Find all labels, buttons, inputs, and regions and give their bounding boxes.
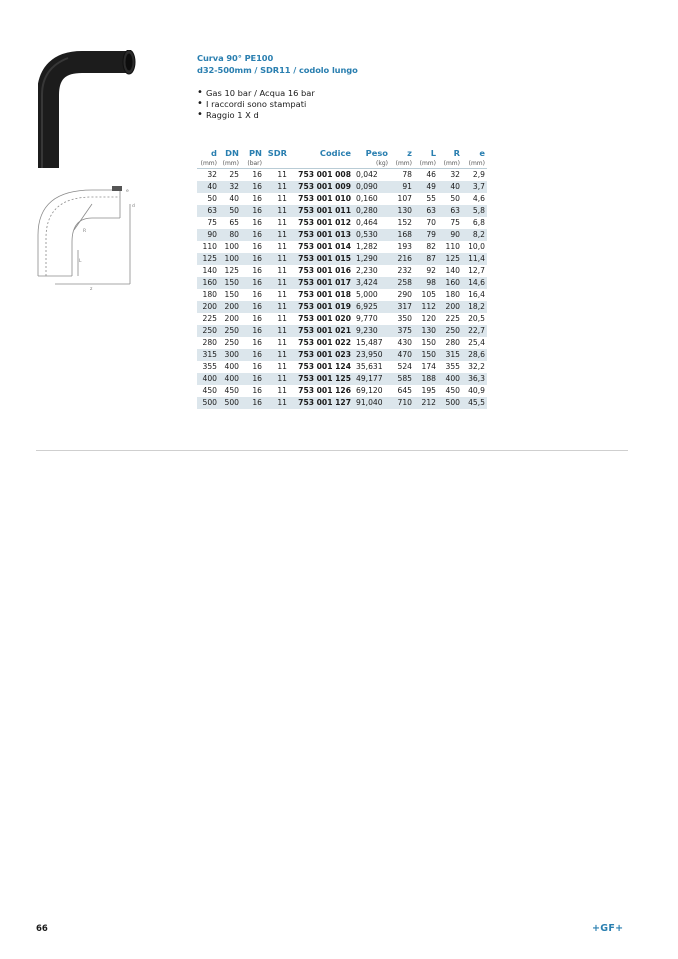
table-cell: 16 xyxy=(252,386,262,395)
table-cell: 3,7 xyxy=(462,181,487,193)
product-photo xyxy=(38,50,138,168)
table-cell: 3,424 xyxy=(353,277,390,289)
table-row xyxy=(197,265,487,277)
table-cell: 200 xyxy=(197,301,219,313)
table-cell: 258 xyxy=(390,277,414,289)
table-cell: 20,5 xyxy=(468,314,485,323)
table-cell: 75 xyxy=(450,218,460,227)
table-cell: 216 xyxy=(390,253,414,265)
table-cell: 16 xyxy=(252,194,262,203)
table-cell: 150 xyxy=(421,338,436,347)
label-d: d xyxy=(132,204,135,209)
table-cell: 50 xyxy=(219,205,241,217)
table-cell: 69,120 xyxy=(356,386,383,395)
table-cell: 32 xyxy=(207,170,217,179)
table-cell: 120 xyxy=(421,314,436,323)
table-cell: 753 001 022 xyxy=(298,338,351,347)
feature-item: • Gas 10 bar / Acqua 16 bar xyxy=(197,88,315,99)
table-cell: 753 001 019 xyxy=(289,301,353,313)
table-row xyxy=(197,349,487,361)
table-cell: 212 xyxy=(414,397,438,409)
label-R: R xyxy=(83,229,87,234)
table-cell: 9,770 xyxy=(356,314,378,323)
table-cell: 36,3 xyxy=(462,373,487,385)
table-cell: 110 xyxy=(445,242,460,251)
table-cell: 753 001 125 xyxy=(289,373,353,385)
table-cell: 6,8 xyxy=(472,218,485,227)
table-cell: 8,2 xyxy=(462,229,487,241)
table-cell: 25,4 xyxy=(468,338,485,347)
table-cell: 140 xyxy=(202,266,217,275)
table-cell: 11 xyxy=(264,373,289,385)
table-row xyxy=(197,337,487,349)
column-unit: (mm) xyxy=(462,159,487,169)
table-cell: 753 001 023 xyxy=(289,349,353,361)
table-cell: 105 xyxy=(421,290,436,299)
table-cell: 1,282 xyxy=(356,242,378,251)
table-cell: 16 xyxy=(241,373,264,385)
table-cell: 6,925 xyxy=(353,301,390,313)
table-cell: 524 xyxy=(397,362,412,371)
table-cell: 16 xyxy=(252,314,262,323)
table-cell: 10,0 xyxy=(468,242,485,251)
table-cell: 0,280 xyxy=(353,205,390,217)
table-cell: 280 xyxy=(202,338,217,347)
table-cell: 11 xyxy=(277,338,287,347)
product-title xyxy=(197,52,358,76)
table-cell: 63 xyxy=(197,205,219,217)
table-cell: 150 xyxy=(414,349,438,361)
table-cell: 82 xyxy=(426,242,436,251)
table-cell: 585 xyxy=(390,373,414,385)
table-cell: 63 xyxy=(414,205,438,217)
table-cell: 200 xyxy=(438,301,462,313)
table-cell: 130 xyxy=(414,325,438,337)
table-cell: 11 xyxy=(264,301,289,313)
table-cell: 92 xyxy=(426,266,436,275)
table-cell: 112 xyxy=(414,301,438,313)
table-cell: 150 xyxy=(219,277,241,289)
table-cell: 753 001 008 xyxy=(298,170,351,179)
table-cell: 150 xyxy=(224,290,239,299)
table-cell: 28,6 xyxy=(462,349,487,361)
table-cell: 300 xyxy=(219,349,241,361)
column-unit: (mm) xyxy=(390,159,414,169)
table-cell: 70 xyxy=(426,218,436,227)
table-cell: 16 xyxy=(241,397,264,409)
table-cell: 355 xyxy=(445,362,460,371)
table-cell: 250 xyxy=(197,325,219,337)
table-row xyxy=(197,181,487,193)
table-cell: 753 001 018 xyxy=(298,290,351,299)
spec-table xyxy=(197,146,487,409)
table-cell: 11 xyxy=(264,253,289,265)
table-cell: 180 xyxy=(202,290,217,299)
table-cell: 11 xyxy=(264,397,289,409)
table-cell: 16 xyxy=(252,242,262,251)
table-cell: 753 001 012 xyxy=(298,218,351,227)
table-cell: 11 xyxy=(277,290,287,299)
table-cell: 16 xyxy=(241,229,264,241)
table-cell: 753 001 011 xyxy=(289,205,353,217)
table-cell: 450 xyxy=(224,386,239,395)
table-cell: 40 xyxy=(229,194,239,203)
table-cell: 180 xyxy=(445,290,460,299)
table-cell: 225 xyxy=(445,314,460,323)
table-cell: 1,290 xyxy=(353,253,390,265)
column-unit xyxy=(289,159,353,169)
table-cell: 15,487 xyxy=(356,338,383,347)
table-cell: 160 xyxy=(438,277,462,289)
column-header: DN xyxy=(225,147,239,158)
table-cell: 11 xyxy=(264,349,289,361)
table-cell: 168 xyxy=(390,229,414,241)
table-cell: 400 xyxy=(219,373,241,385)
table-cell: 125 xyxy=(224,266,239,275)
table-cell: 430 xyxy=(397,338,412,347)
table-cell: 22,7 xyxy=(462,325,487,337)
table-cell: 645 xyxy=(397,386,412,395)
table-cell: 250 xyxy=(224,338,239,347)
table-cell: 107 xyxy=(397,194,412,203)
table-cell: 11,4 xyxy=(462,253,487,265)
table-cell: 11 xyxy=(277,386,287,395)
table-units-row xyxy=(197,159,487,169)
table-cell: 753 001 016 xyxy=(298,266,351,275)
table-cell: 25 xyxy=(229,170,239,179)
table-cell: 35,631 xyxy=(356,362,383,371)
table-cell: 40 xyxy=(197,181,219,193)
column-header: Peso xyxy=(365,147,388,158)
table-cell: 32 xyxy=(219,181,241,193)
table-cell: 32,2 xyxy=(468,362,485,371)
table-cell: 11 xyxy=(277,170,287,179)
table-cell: 91,040 xyxy=(353,397,390,409)
table-row xyxy=(197,193,487,205)
table-row xyxy=(197,313,487,325)
table-cell: 100 xyxy=(224,242,239,251)
table-row xyxy=(197,373,487,385)
table-cell: 152 xyxy=(397,218,412,227)
page-number: 66 xyxy=(36,924,48,934)
table-cell: 753 001 013 xyxy=(289,229,353,241)
table-cell: 250 xyxy=(219,325,241,337)
table-cell: 11 xyxy=(277,194,287,203)
table-row xyxy=(197,253,487,265)
table-cell: 0,160 xyxy=(356,194,378,203)
table-cell: 0,530 xyxy=(353,229,390,241)
table-row xyxy=(197,205,487,217)
table-cell: 11 xyxy=(264,277,289,289)
table-cell: 110 xyxy=(202,242,217,251)
table-cell: 32 xyxy=(450,170,460,179)
table-cell: 63 xyxy=(438,205,462,217)
table-cell: 200 xyxy=(219,301,241,313)
table-cell: 2,230 xyxy=(356,266,378,275)
table-cell: 375 xyxy=(390,325,414,337)
table-cell: 0,464 xyxy=(356,218,378,227)
table-row xyxy=(197,169,487,182)
table-cell: 11 xyxy=(264,229,289,241)
title-line-2: d32-500mm / SDR11 / codolo lungo xyxy=(197,65,358,75)
table-row xyxy=(197,289,487,301)
table-row xyxy=(197,277,487,289)
table-cell: 75 xyxy=(207,218,217,227)
feature-list xyxy=(197,88,315,121)
table-cell: 753 001 127 xyxy=(289,397,353,409)
table-cell: 290 xyxy=(397,290,412,299)
table-cell: 79 xyxy=(414,229,438,241)
table-cell: 400 xyxy=(438,373,462,385)
table-cell: 753 001 015 xyxy=(289,253,353,265)
table-cell: 11 xyxy=(264,325,289,337)
table-cell: 232 xyxy=(397,266,412,275)
table-cell: 16 xyxy=(252,218,262,227)
table-cell: 250 xyxy=(438,325,462,337)
table-cell: 78 xyxy=(402,170,412,179)
label-e: e xyxy=(126,189,129,194)
table-cell: 400 xyxy=(224,362,239,371)
table-cell: 125 xyxy=(197,253,219,265)
column-header: PN xyxy=(248,147,262,158)
table-row xyxy=(197,325,487,337)
table-cell: 195 xyxy=(421,386,436,395)
table-cell: 500 xyxy=(438,397,462,409)
table-cell: 16 xyxy=(252,290,262,299)
table-cell: 16 xyxy=(252,266,262,275)
table-cell: 130 xyxy=(390,205,414,217)
table-cell: 40 xyxy=(438,181,462,193)
table-row xyxy=(197,361,487,373)
table-cell: 46 xyxy=(426,170,436,179)
table-cell: 753 001 124 xyxy=(298,362,351,371)
table-cell: 14,6 xyxy=(462,277,487,289)
table-cell: 50 xyxy=(450,194,460,203)
table-cell: 16 xyxy=(252,338,262,347)
table-cell: 45,5 xyxy=(462,397,487,409)
table-cell: 200 xyxy=(224,314,239,323)
divider xyxy=(36,450,628,451)
table-cell: 125 xyxy=(438,253,462,265)
title-line-1: Curva 90° PE100 xyxy=(197,53,274,63)
table-cell: 450 xyxy=(445,386,460,395)
table-cell: 753 001 010 xyxy=(298,194,351,203)
table-cell: 280 xyxy=(445,338,460,347)
table-cell: 225 xyxy=(202,314,217,323)
table-cell: 80 xyxy=(219,229,241,241)
table-cell: 753 001 020 xyxy=(298,314,351,323)
table-cell: 5,000 xyxy=(356,290,378,299)
column-unit xyxy=(264,159,289,169)
table-cell: 160 xyxy=(197,277,219,289)
table-cell: 11 xyxy=(277,266,287,275)
column-unit: (mm) xyxy=(438,159,462,169)
table-cell: 16 xyxy=(241,349,264,361)
column-header: R xyxy=(453,147,460,158)
table-row xyxy=(197,217,487,229)
table-cell: 16 xyxy=(252,362,262,371)
table-cell: 16,4 xyxy=(468,290,485,299)
table-row xyxy=(197,229,487,241)
table-body xyxy=(197,169,487,410)
table-cell: 65 xyxy=(229,218,239,227)
table-cell: 140 xyxy=(445,266,460,275)
table-cell: 0,090 xyxy=(353,181,390,193)
table-cell: 5,8 xyxy=(462,205,487,217)
table-cell: 11 xyxy=(277,218,287,227)
table-cell: 16 xyxy=(252,170,262,179)
table-cell: 49 xyxy=(414,181,438,193)
table-cell: 100 xyxy=(219,253,241,265)
table-cell: 470 xyxy=(390,349,414,361)
column-unit: (mm) xyxy=(414,159,438,169)
table-cell: 2,9 xyxy=(472,170,485,179)
table-cell: 90 xyxy=(438,229,462,241)
table-cell: 16 xyxy=(241,205,264,217)
column-header: d xyxy=(211,147,217,158)
table-cell: 23,950 xyxy=(353,349,390,361)
table-cell: 355 xyxy=(202,362,217,371)
label-L: L xyxy=(79,259,82,264)
table-cell: 11 xyxy=(264,205,289,217)
table-cell: 753 001 014 xyxy=(298,242,351,251)
table-cell: 16 xyxy=(241,277,264,289)
table-cell: 16 xyxy=(241,181,264,193)
table-cell: 49,177 xyxy=(353,373,390,385)
table-cell: 350 xyxy=(397,314,412,323)
table-cell: 40,9 xyxy=(468,386,485,395)
gf-logo: +GF+ xyxy=(592,923,624,934)
table-cell: 753 001 017 xyxy=(289,277,353,289)
table-cell: 450 xyxy=(202,386,217,395)
table-cell: 710 xyxy=(390,397,414,409)
table-cell: 174 xyxy=(421,362,436,371)
column-header: e xyxy=(479,147,485,158)
table-cell: 87 xyxy=(414,253,438,265)
table-cell: 50 xyxy=(207,194,217,203)
column-header: L xyxy=(430,147,436,158)
table-row xyxy=(197,241,487,253)
table-cell: 11 xyxy=(264,181,289,193)
table-cell: 55 xyxy=(426,194,436,203)
column-unit: (kg) xyxy=(353,159,390,169)
table-cell: 188 xyxy=(414,373,438,385)
table-cell: 0,042 xyxy=(356,170,378,179)
column-header: SDR xyxy=(267,147,287,158)
table-header-row xyxy=(197,146,487,159)
table-cell: 753 001 021 xyxy=(289,325,353,337)
table-cell: 11 xyxy=(277,242,287,251)
table-cell: 400 xyxy=(197,373,219,385)
table-cell: 90 xyxy=(197,229,219,241)
technical-drawing xyxy=(34,180,144,292)
table-cell: 315 xyxy=(438,349,462,361)
table-cell: 500 xyxy=(197,397,219,409)
table-cell: 193 xyxy=(397,242,412,251)
label-z: z xyxy=(90,287,93,292)
feature-item: • I raccordi sono stampati xyxy=(197,99,315,110)
table-row xyxy=(197,301,487,313)
table-cell: 12,7 xyxy=(468,266,485,275)
column-unit: (bar) xyxy=(241,159,264,169)
table-cell: 16 xyxy=(241,301,264,313)
table-row xyxy=(197,385,487,397)
column-header: z xyxy=(407,147,412,158)
table-cell: 753 001 009 xyxy=(289,181,353,193)
table-cell: 4,6 xyxy=(472,194,485,203)
table-cell: 18,2 xyxy=(462,301,487,313)
column-header: Codice xyxy=(319,147,351,158)
table-row xyxy=(197,397,487,409)
feature-item: • Raggio 1 X d xyxy=(197,110,315,121)
table-cell: 753 001 126 xyxy=(298,386,351,395)
table-cell: 98 xyxy=(414,277,438,289)
table-cell: 11 xyxy=(277,314,287,323)
table-cell: 91 xyxy=(390,181,414,193)
table-cell: 9,230 xyxy=(353,325,390,337)
table-cell: 11 xyxy=(277,362,287,371)
table-cell: 16 xyxy=(241,325,264,337)
table-cell: 16 xyxy=(241,253,264,265)
table-cell: 317 xyxy=(390,301,414,313)
table-cell: 500 xyxy=(219,397,241,409)
table-cell: 315 xyxy=(197,349,219,361)
column-unit: (mm) xyxy=(219,159,241,169)
column-unit: (mm) xyxy=(197,159,219,169)
